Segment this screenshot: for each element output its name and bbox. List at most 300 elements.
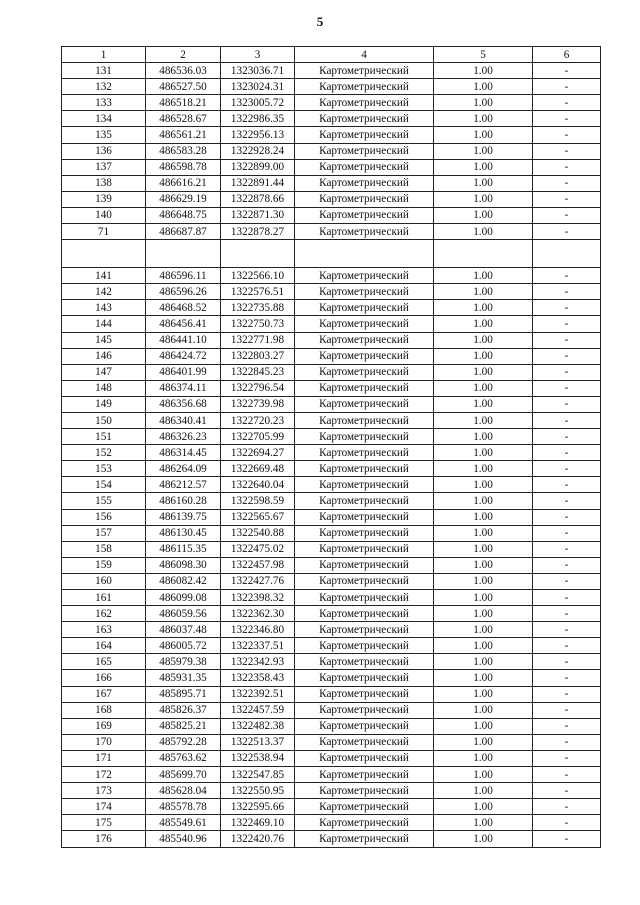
method-cell: Картометрический <box>295 348 434 364</box>
point-number-cell: 157 <box>62 525 146 541</box>
method-cell: Картометрический <box>295 493 434 509</box>
method-cell: Картометрический <box>295 268 434 284</box>
note-cell: - <box>533 429 601 445</box>
note-cell: - <box>533 316 601 332</box>
table-row <box>62 541 601 557</box>
x-coordinate-cell: 486518.21 <box>146 95 221 111</box>
note-cell: - <box>533 95 601 111</box>
note-cell: - <box>533 493 601 509</box>
x-coordinate-cell: 485895.71 <box>146 686 221 702</box>
empty-cell <box>62 240 146 268</box>
point-number-cell: 132 <box>62 79 146 95</box>
table-row <box>62 268 601 284</box>
point-number-cell: 156 <box>62 509 146 525</box>
point-number-cell: 160 <box>62 573 146 589</box>
y-coordinate-cell: 1322469.10 <box>221 815 295 831</box>
method-cell: Картометрический <box>295 670 434 686</box>
accuracy-cell: 1.00 <box>434 445 533 461</box>
method-cell: Картометрический <box>295 159 434 175</box>
point-number-cell: 151 <box>62 429 146 445</box>
point-number-cell: 140 <box>62 207 146 223</box>
accuracy-cell: 1.00 <box>434 364 533 380</box>
x-coordinate-cell: 486583.28 <box>146 143 221 159</box>
method-cell: Картометрический <box>295 429 434 445</box>
table-row <box>62 224 601 240</box>
method-cell: Картометрический <box>295 718 434 734</box>
y-coordinate-cell: 1322475.02 <box>221 541 295 557</box>
y-coordinate-cell: 1322899.00 <box>221 159 295 175</box>
empty-cell <box>221 240 295 268</box>
y-coordinate-cell: 1323005.72 <box>221 95 295 111</box>
note-cell: - <box>533 364 601 380</box>
method-cell: Картометрический <box>295 143 434 159</box>
point-number-cell: 154 <box>62 477 146 493</box>
x-coordinate-cell: 485979.38 <box>146 654 221 670</box>
accuracy-cell: 1.00 <box>434 831 533 847</box>
table-header-row <box>62 47 601 63</box>
accuracy-cell: 1.00 <box>434 380 533 396</box>
y-coordinate-cell: 1322803.27 <box>221 348 295 364</box>
table-row <box>62 159 601 175</box>
x-coordinate-cell: 486424.72 <box>146 348 221 364</box>
y-coordinate-cell: 1322845.23 <box>221 364 295 380</box>
x-coordinate-cell: 486082.42 <box>146 573 221 589</box>
point-number-cell: 148 <box>62 380 146 396</box>
note-cell: - <box>533 750 601 766</box>
y-coordinate-cell: 1322358.43 <box>221 670 295 686</box>
method-cell: Картометрический <box>295 702 434 718</box>
point-number-cell: 131 <box>62 63 146 79</box>
table-row <box>62 332 601 348</box>
table-row <box>62 831 601 847</box>
x-coordinate-cell: 486468.52 <box>146 300 221 316</box>
y-coordinate-cell: 1322986.35 <box>221 111 295 127</box>
table-row <box>62 364 601 380</box>
y-coordinate-cell: 1322750.73 <box>221 316 295 332</box>
accuracy-cell: 1.00 <box>434 300 533 316</box>
x-coordinate-cell: 486596.26 <box>146 284 221 300</box>
method-cell: Картометрический <box>295 638 434 654</box>
point-number-cell: 161 <box>62 590 146 606</box>
y-coordinate-cell: 1322362.30 <box>221 606 295 622</box>
note-cell: - <box>533 348 601 364</box>
accuracy-cell: 1.00 <box>434 316 533 332</box>
method-cell: Картометрический <box>295 831 434 847</box>
point-number-cell: 135 <box>62 127 146 143</box>
x-coordinate-cell: 486401.99 <box>146 364 221 380</box>
table-row <box>62 638 601 654</box>
accuracy-cell: 1.00 <box>434 268 533 284</box>
point-number-cell: 164 <box>62 638 146 654</box>
accuracy-cell: 1.00 <box>434 127 533 143</box>
y-coordinate-cell: 1322928.24 <box>221 143 295 159</box>
method-cell: Картометрический <box>295 207 434 223</box>
y-coordinate-cell: 1322871.30 <box>221 207 295 223</box>
x-coordinate-cell: 486441.10 <box>146 332 221 348</box>
method-cell: Картометрический <box>295 127 434 143</box>
note-cell: - <box>533 207 601 223</box>
x-coordinate-cell: 486314.45 <box>146 445 221 461</box>
accuracy-cell: 1.00 <box>434 63 533 79</box>
x-coordinate-cell: 486099.08 <box>146 590 221 606</box>
page-number: 5 <box>316 14 324 29</box>
method-cell: Картометрический <box>295 557 434 573</box>
accuracy-cell: 1.00 <box>434 557 533 573</box>
y-coordinate-cell: 1322457.59 <box>221 702 295 718</box>
x-coordinate-cell: 486130.45 <box>146 525 221 541</box>
method-cell: Картометрический <box>295 332 434 348</box>
method-cell: Картометрический <box>295 380 434 396</box>
method-cell: Картометрический <box>295 573 434 589</box>
method-cell: Картометрический <box>295 590 434 606</box>
y-coordinate-cell: 1322427.76 <box>221 573 295 589</box>
table-row <box>62 79 601 95</box>
accuracy-cell: 1.00 <box>434 525 533 541</box>
note-cell: - <box>533 159 601 175</box>
point-number-cell: 166 <box>62 670 146 686</box>
point-number-cell: 176 <box>62 831 146 847</box>
method-cell: Картометрический <box>295 783 434 799</box>
y-coordinate-cell: 1322576.51 <box>221 284 295 300</box>
y-coordinate-cell: 1322771.98 <box>221 332 295 348</box>
accuracy-cell: 1.00 <box>434 815 533 831</box>
point-number-cell: 137 <box>62 159 146 175</box>
y-coordinate-cell: 1322735.88 <box>221 300 295 316</box>
accuracy-cell: 1.00 <box>434 111 533 127</box>
accuracy-cell: 1.00 <box>434 477 533 493</box>
table-row <box>62 557 601 573</box>
table-row <box>62 799 601 815</box>
table-row <box>62 143 601 159</box>
accuracy-cell: 1.00 <box>434 396 533 412</box>
accuracy-cell: 1.00 <box>434 799 533 815</box>
point-number-cell: 152 <box>62 445 146 461</box>
table-row <box>62 175 601 191</box>
point-number-cell: 174 <box>62 799 146 815</box>
column-header: 5 <box>434 47 533 63</box>
note-cell: - <box>533 63 601 79</box>
note-cell: - <box>533 396 601 412</box>
x-coordinate-cell: 486005.72 <box>146 638 221 654</box>
x-coordinate-cell: 485628.04 <box>146 783 221 799</box>
accuracy-cell: 1.00 <box>434 654 533 670</box>
method-cell: Картометрический <box>295 541 434 557</box>
accuracy-cell: 1.00 <box>434 493 533 509</box>
point-number-cell: 149 <box>62 396 146 412</box>
y-coordinate-cell: 1322513.37 <box>221 734 295 750</box>
accuracy-cell: 1.00 <box>434 702 533 718</box>
note-cell: - <box>533 573 601 589</box>
x-coordinate-cell: 486098.30 <box>146 557 221 573</box>
point-number-cell: 136 <box>62 143 146 159</box>
method-cell: Картометрический <box>295 224 434 240</box>
note-cell: - <box>533 734 601 750</box>
note-cell: - <box>533 638 601 654</box>
x-coordinate-cell: 486616.21 <box>146 175 221 191</box>
table-row <box>62 380 601 396</box>
point-number-cell: 146 <box>62 348 146 364</box>
table-row <box>62 111 601 127</box>
method-cell: Картометрический <box>295 63 434 79</box>
table-row <box>62 767 601 783</box>
note-cell: - <box>533 654 601 670</box>
table-row <box>62 127 601 143</box>
table-row <box>62 445 601 461</box>
y-coordinate-cell: 1322337.51 <box>221 638 295 654</box>
x-coordinate-cell: 486139.75 <box>146 509 221 525</box>
y-coordinate-cell: 1322398.32 <box>221 590 295 606</box>
note-cell: - <box>533 783 601 799</box>
table-row <box>62 509 601 525</box>
method-cell: Картометрический <box>295 767 434 783</box>
method-cell: Картометрический <box>295 175 434 191</box>
note-cell: - <box>533 300 601 316</box>
point-number-cell: 173 <box>62 783 146 799</box>
note-cell: - <box>533 541 601 557</box>
accuracy-cell: 1.00 <box>434 509 533 525</box>
note-cell: - <box>533 412 601 428</box>
y-coordinate-cell: 1322538.94 <box>221 750 295 766</box>
y-coordinate-cell: 1322342.93 <box>221 654 295 670</box>
y-coordinate-cell: 1322346.80 <box>221 622 295 638</box>
table-row <box>62 316 601 332</box>
y-coordinate-cell: 1322705.99 <box>221 429 295 445</box>
x-coordinate-cell: 486536.03 <box>146 63 221 79</box>
table-blank-row <box>62 240 601 268</box>
note-cell: - <box>533 606 601 622</box>
y-coordinate-cell: 1322878.27 <box>221 224 295 240</box>
y-coordinate-cell: 1323036.71 <box>221 63 295 79</box>
accuracy-cell: 1.00 <box>434 79 533 95</box>
empty-cell <box>434 240 533 268</box>
point-number-cell: 139 <box>62 191 146 207</box>
point-number-cell: 143 <box>62 300 146 316</box>
method-cell: Картометрический <box>295 799 434 815</box>
y-coordinate-cell: 1322482.38 <box>221 718 295 734</box>
method-cell: Картометрический <box>295 364 434 380</box>
note-cell: - <box>533 461 601 477</box>
y-coordinate-cell: 1322547.85 <box>221 767 295 783</box>
point-number-cell: 141 <box>62 268 146 284</box>
note-cell: - <box>533 799 601 815</box>
empty-cell <box>146 240 221 268</box>
table-row <box>62 702 601 718</box>
x-coordinate-cell: 486687.87 <box>146 224 221 240</box>
table-row <box>62 670 601 686</box>
note-cell: - <box>533 670 601 686</box>
note-cell: - <box>533 445 601 461</box>
point-number-cell: 71 <box>62 224 146 240</box>
x-coordinate-cell: 485825.21 <box>146 718 221 734</box>
method-cell: Картометрический <box>295 412 434 428</box>
note-cell: - <box>533 284 601 300</box>
method-cell: Картометрический <box>295 750 434 766</box>
note-cell: - <box>533 815 601 831</box>
empty-cell <box>533 240 601 268</box>
accuracy-cell: 1.00 <box>434 718 533 734</box>
y-coordinate-cell: 1322457.98 <box>221 557 295 573</box>
accuracy-cell: 1.00 <box>434 429 533 445</box>
table-row <box>62 412 601 428</box>
note-cell: - <box>533 268 601 284</box>
point-number-cell: 133 <box>62 95 146 111</box>
point-number-cell: 169 <box>62 718 146 734</box>
table-row <box>62 654 601 670</box>
accuracy-cell: 1.00 <box>434 670 533 686</box>
note-cell: - <box>533 143 601 159</box>
table-row <box>62 606 601 622</box>
accuracy-cell: 1.00 <box>434 159 533 175</box>
method-cell: Картометрический <box>295 477 434 493</box>
y-coordinate-cell: 1322739.98 <box>221 396 295 412</box>
accuracy-cell: 1.00 <box>434 332 533 348</box>
note-cell: - <box>533 111 601 127</box>
note-cell: - <box>533 175 601 191</box>
point-number-cell: 172 <box>62 767 146 783</box>
x-coordinate-cell: 486598.78 <box>146 159 221 175</box>
table-row <box>62 783 601 799</box>
note-cell: - <box>533 622 601 638</box>
y-coordinate-cell: 1322598.59 <box>221 493 295 509</box>
note-cell: - <box>533 191 601 207</box>
point-number-cell: 145 <box>62 332 146 348</box>
method-cell: Картометрический <box>295 734 434 750</box>
accuracy-cell: 1.00 <box>434 590 533 606</box>
point-number-cell: 168 <box>62 702 146 718</box>
empty-cell <box>295 240 434 268</box>
method-cell: Картометрический <box>295 284 434 300</box>
method-cell: Картометрический <box>295 191 434 207</box>
accuracy-cell: 1.00 <box>434 461 533 477</box>
table-row <box>62 493 601 509</box>
x-coordinate-cell: 486115.35 <box>146 541 221 557</box>
column-header: 4 <box>295 47 434 63</box>
method-cell: Картометрический <box>295 79 434 95</box>
note-cell: - <box>533 767 601 783</box>
accuracy-cell: 1.00 <box>434 783 533 799</box>
note-cell: - <box>533 686 601 702</box>
method-cell: Картометрический <box>295 654 434 670</box>
accuracy-cell: 1.00 <box>434 207 533 223</box>
method-cell: Картометрический <box>295 95 434 111</box>
x-coordinate-cell: 486374.11 <box>146 380 221 396</box>
table-row <box>62 734 601 750</box>
note-cell: - <box>533 590 601 606</box>
table-row <box>62 750 601 766</box>
y-coordinate-cell: 1323024.31 <box>221 79 295 95</box>
note-cell: - <box>533 702 601 718</box>
x-coordinate-cell: 486648.75 <box>146 207 221 223</box>
note-cell: - <box>533 525 601 541</box>
x-coordinate-cell: 486059.56 <box>146 606 221 622</box>
y-coordinate-cell: 1322956.13 <box>221 127 295 143</box>
accuracy-cell: 1.00 <box>434 284 533 300</box>
table-row <box>62 622 601 638</box>
y-coordinate-cell: 1322595.66 <box>221 799 295 815</box>
table-row <box>62 284 601 300</box>
y-coordinate-cell: 1322891.44 <box>221 175 295 191</box>
point-number-cell: 165 <box>62 654 146 670</box>
x-coordinate-cell: 485549.61 <box>146 815 221 831</box>
column-header: 3 <box>221 47 295 63</box>
note-cell: - <box>533 557 601 573</box>
accuracy-cell: 1.00 <box>434 541 533 557</box>
y-coordinate-cell: 1322720.23 <box>221 412 295 428</box>
accuracy-cell: 1.00 <box>434 224 533 240</box>
point-number-cell: 142 <box>62 284 146 300</box>
note-cell: - <box>533 224 601 240</box>
point-number-cell: 167 <box>62 686 146 702</box>
x-coordinate-cell: 486340.41 <box>146 412 221 428</box>
point-number-cell: 175 <box>62 815 146 831</box>
method-cell: Картометрический <box>295 509 434 525</box>
point-number-cell: 158 <box>62 541 146 557</box>
note-cell: - <box>533 332 601 348</box>
y-coordinate-cell: 1322540.88 <box>221 525 295 541</box>
x-coordinate-cell: 486212.57 <box>146 477 221 493</box>
column-header: 1 <box>62 47 146 63</box>
method-cell: Картометрический <box>295 396 434 412</box>
table-row <box>62 815 601 831</box>
point-number-cell: 170 <box>62 734 146 750</box>
point-number-cell: 147 <box>62 364 146 380</box>
x-coordinate-cell: 486160.28 <box>146 493 221 509</box>
note-cell: - <box>533 477 601 493</box>
accuracy-cell: 1.00 <box>434 143 533 159</box>
table-row <box>62 718 601 734</box>
x-coordinate-cell: 486264.09 <box>146 461 221 477</box>
note-cell: - <box>533 79 601 95</box>
note-cell: - <box>533 509 601 525</box>
x-coordinate-cell: 486527.50 <box>146 79 221 95</box>
x-coordinate-cell: 486629.19 <box>146 191 221 207</box>
table-row <box>62 396 601 412</box>
point-number-cell: 150 <box>62 412 146 428</box>
method-cell: Картометрический <box>295 461 434 477</box>
x-coordinate-cell: 485699.70 <box>146 767 221 783</box>
accuracy-cell: 1.00 <box>434 606 533 622</box>
method-cell: Картометрический <box>295 686 434 702</box>
note-cell: - <box>533 831 601 847</box>
y-coordinate-cell: 1322420.76 <box>221 831 295 847</box>
x-coordinate-cell: 485578.78 <box>146 799 221 815</box>
coordinates-table <box>61 46 601 848</box>
point-number-cell: 171 <box>62 750 146 766</box>
y-coordinate-cell: 1322640.04 <box>221 477 295 493</box>
method-cell: Картометрический <box>295 300 434 316</box>
note-cell: - <box>533 718 601 734</box>
method-cell: Картометрический <box>295 622 434 638</box>
x-coordinate-cell: 486456.41 <box>146 316 221 332</box>
accuracy-cell: 1.00 <box>434 175 533 191</box>
x-coordinate-cell: 486528.67 <box>146 111 221 127</box>
method-cell: Картометрический <box>295 815 434 831</box>
point-number-cell: 155 <box>62 493 146 509</box>
note-cell: - <box>533 380 601 396</box>
point-number-cell: 159 <box>62 557 146 573</box>
y-coordinate-cell: 1322796.54 <box>221 380 295 396</box>
point-number-cell: 134 <box>62 111 146 127</box>
accuracy-cell: 1.00 <box>434 573 533 589</box>
y-coordinate-cell: 1322878.66 <box>221 191 295 207</box>
y-coordinate-cell: 1322392.51 <box>221 686 295 702</box>
point-number-cell: 138 <box>62 175 146 191</box>
accuracy-cell: 1.00 <box>434 686 533 702</box>
accuracy-cell: 1.00 <box>434 95 533 111</box>
method-cell: Картометрический <box>295 445 434 461</box>
table-row <box>62 461 601 477</box>
x-coordinate-cell: 486561.21 <box>146 127 221 143</box>
